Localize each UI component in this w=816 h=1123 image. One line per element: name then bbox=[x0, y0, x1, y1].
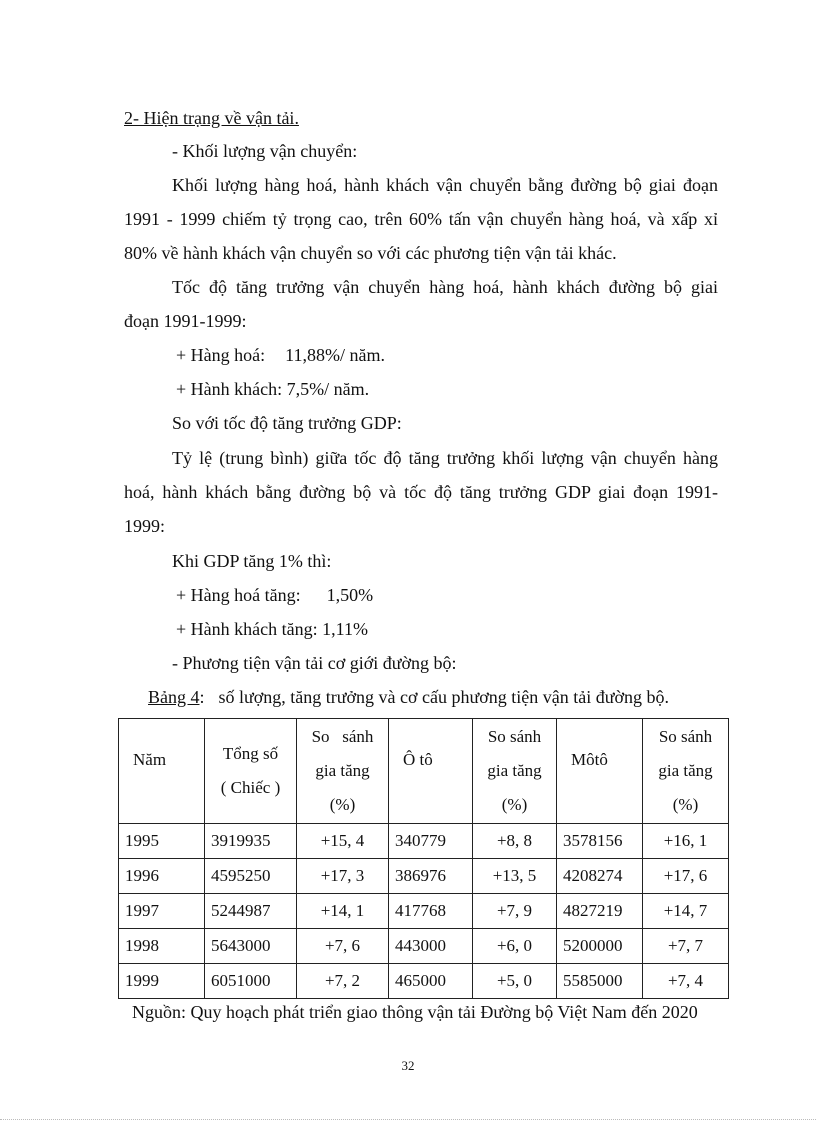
paragraph-line: Khối lượng hàng hoá, hành khách vận chuyển bằng đường bộ giai đoạn bbox=[172, 175, 718, 195]
growth-goods bbox=[176, 344, 385, 366]
goods-increase-label: + Hàng hoá tăng: bbox=[176, 585, 301, 605]
cell-car: 340779 bbox=[389, 824, 473, 859]
header-total: Tổng số ( Chiếc ) bbox=[205, 719, 297, 824]
gdp-compare: So với tốc độ tăng trưởng GDP: bbox=[172, 413, 402, 433]
cell-moto: 4827219 bbox=[557, 894, 643, 929]
table-source: Nguồn: Quy hoạch phát triển giao thông vận tải Đường bộ Việt Nam đến 2020 bbox=[132, 1002, 698, 1022]
cell-year: 1998 bbox=[119, 929, 205, 964]
cell-year: 1996 bbox=[119, 859, 205, 894]
cell-compare-moto: +7, 4 bbox=[643, 964, 729, 999]
subheading-vehicles: - Phương tiện vận tải cơ giới đường bộ: bbox=[172, 653, 457, 673]
table-row bbox=[119, 824, 729, 859]
cell-compare-moto: +7, 7 bbox=[643, 929, 729, 964]
paragraph-line: 1999: bbox=[124, 516, 166, 536]
table-caption-colon: : bbox=[199, 687, 205, 707]
cell-car: 443000 bbox=[389, 929, 473, 964]
cell-total: 5244987 bbox=[205, 894, 297, 929]
cell-compare-moto: +14, 7 bbox=[643, 894, 729, 929]
cell-compare-car: +6, 0 bbox=[473, 929, 557, 964]
header-year: Năm bbox=[119, 719, 205, 824]
header-car: Ô tô bbox=[389, 719, 473, 824]
growth-goods-value: 11,88%/ năm. bbox=[285, 345, 385, 365]
cell-compare-car: +13, 5 bbox=[473, 859, 557, 894]
table-row bbox=[119, 964, 729, 999]
vehicle-table bbox=[118, 718, 729, 999]
cell-car: 386976 bbox=[389, 859, 473, 894]
header-moto: Môtô bbox=[557, 719, 643, 824]
paragraph-line: đoạn 1991-1999: bbox=[124, 311, 247, 331]
cell-car: 417768 bbox=[389, 894, 473, 929]
paragraph-line: Tỷ lệ (trung bình) giữa tốc độ tăng trưởng khối lượng vận chuyển hàng bbox=[172, 448, 718, 468]
page-bottom-rule bbox=[0, 1119, 816, 1120]
table-caption-text: số lượng, tăng trưởng và cơ cấu phương tiện vận tải đường bộ. bbox=[218, 687, 670, 707]
table-caption-label: Bảng 4 bbox=[148, 687, 200, 707]
cell-year: 1995 bbox=[119, 824, 205, 859]
cell-moto: 4208274 bbox=[557, 859, 643, 894]
cell-total: 4595250 bbox=[205, 859, 297, 894]
cell-compare-moto: +17, 6 bbox=[643, 859, 729, 894]
cell-compare-total: +14, 1 bbox=[297, 894, 389, 929]
cell-compare-total: +7, 6 bbox=[297, 929, 389, 964]
growth-goods-label: + Hàng hoá: bbox=[176, 345, 266, 365]
page-number: 32 bbox=[401, 1058, 415, 1073]
cell-compare-car: +7, 9 bbox=[473, 894, 557, 929]
paragraph-line: Tốc độ tăng trưởng vận chuyển hàng hoá, hành khách đường bộ giai bbox=[172, 277, 718, 297]
growth-passengers: + Hành khách: 7,5%/ năm. bbox=[176, 379, 370, 399]
table-row bbox=[119, 894, 729, 929]
cell-moto: 5200000 bbox=[557, 929, 643, 964]
header-compare-car: So sánh gia tăng (%) bbox=[473, 719, 557, 824]
cell-compare-car: +8, 8 bbox=[473, 824, 557, 859]
cell-compare-car: +5, 0 bbox=[473, 964, 557, 999]
cell-total: 5643000 bbox=[205, 929, 297, 964]
cell-car: 465000 bbox=[389, 964, 473, 999]
cell-year: 1999 bbox=[119, 964, 205, 999]
cell-compare-total: +7, 2 bbox=[297, 964, 389, 999]
cell-total: 6051000 bbox=[205, 964, 297, 999]
subheading-transport-volume: - Khối lượng vận chuyển: bbox=[172, 141, 358, 161]
paragraph-line: 80% về hành khách vận chuyển so với các phương tiện vận tải khác. bbox=[124, 243, 617, 263]
paragraph-line: hoá, hành khách bằng đường bộ và tốc độ tăng trưởng GDP giai đoạn 1991- bbox=[124, 482, 718, 502]
table-row bbox=[119, 929, 729, 964]
cell-compare-total: +15, 4 bbox=[297, 824, 389, 859]
cell-total: 3919935 bbox=[205, 824, 297, 859]
cell-moto: 3578156 bbox=[557, 824, 643, 859]
table-row bbox=[119, 859, 729, 894]
header-compare-total: So sánh gia tăng (%) bbox=[297, 719, 389, 824]
table-header-row bbox=[119, 719, 729, 824]
table-caption bbox=[148, 686, 669, 708]
section-heading: 2- Hiện trạng về vận tải. bbox=[124, 108, 299, 128]
passengers-increase: + Hành khách tăng: 1,11% bbox=[176, 619, 368, 639]
header-compare-moto: So sánh gia tăng (%) bbox=[643, 719, 729, 824]
goods-increase bbox=[176, 584, 373, 606]
paragraph-line: 1991 - 1999 chiếm tỷ trọng cao, trên 60% tấn vận chuyển hàng hoá, và xấp xỉ bbox=[124, 209, 718, 229]
gdp-when: Khi GDP tăng 1% thì: bbox=[172, 551, 332, 571]
cell-compare-total: +17, 3 bbox=[297, 859, 389, 894]
cell-moto: 5585000 bbox=[557, 964, 643, 999]
goods-increase-value: 1,50% bbox=[326, 585, 374, 605]
cell-year: 1997 bbox=[119, 894, 205, 929]
cell-compare-moto: +16, 1 bbox=[643, 824, 729, 859]
